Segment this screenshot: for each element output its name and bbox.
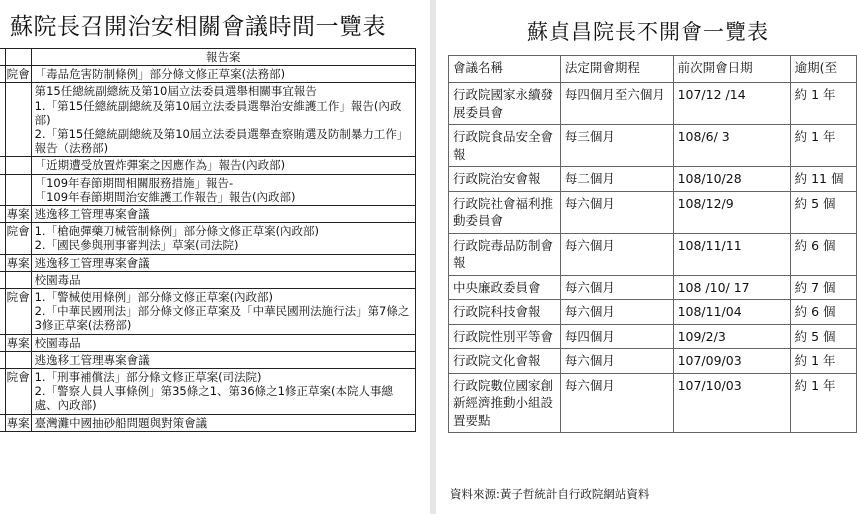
last-meeting-date-cell: 107/10/03 <box>673 373 790 433</box>
report-line: 「近期遭受放置炸彈案之因應作為」報告(內政部) <box>34 158 286 173</box>
table-row <box>0 66 416 83</box>
last-meeting-date-cell: 108/10/28 <box>673 167 790 192</box>
row-type-cell <box>5 271 31 288</box>
legal-schedule-cell: 每六個月 <box>560 275 673 300</box>
left-title: 蘇院長召開治安相關會議時間一覽表 <box>10 14 386 40</box>
table-header-row <box>449 56 857 83</box>
overdue-cell: 約 1 年 <box>790 125 856 167</box>
row-type-cell: 專案 <box>6 207 30 222</box>
report-line: 逃逸移工管理專案會議 <box>34 255 150 270</box>
meeting-name-cell: 行政院毒品防制會報 <box>449 233 561 275</box>
row-report-cell <box>31 414 415 431</box>
report-line: 校園毒品 <box>34 335 81 350</box>
overdue-cell: 約 11 個 <box>790 167 856 192</box>
table-row <box>449 349 857 374</box>
meeting-name-cell: 行政院文化會報 <box>449 349 561 374</box>
table-row <box>449 167 857 192</box>
meeting-name-cell: 行政院科技會報 <box>449 300 561 325</box>
right-title: 蘇貞昌院長不開會一覽表 <box>527 20 769 44</box>
last-meeting-date-cell: 108/12/9 <box>673 191 790 233</box>
row-report-cell <box>31 66 415 83</box>
header-legal-schedule: 法定開會期程 <box>560 56 673 83</box>
table-row <box>449 324 857 349</box>
last-meeting-date-cell: 109/2/3 <box>673 324 790 349</box>
row-report-cell <box>31 289 415 335</box>
last-meeting-date-cell: 107/12 /14 <box>673 83 790 125</box>
table-row <box>0 223 416 254</box>
row-type-cell: 院會 <box>5 369 31 415</box>
report-line: 「毒品危害防制條例」部分條文修正草案(法務部) <box>34 67 286 82</box>
report-line: 1.「警械使用條例」部分條文修正草案(內政部) <box>34 290 274 305</box>
legal-schedule-cell: 每四個月 <box>560 324 673 349</box>
meeting-name-cell: 行政院國家永續發展委員會 <box>449 83 561 125</box>
row-type-cell <box>5 351 31 368</box>
table-row <box>0 174 416 205</box>
report-line: 校園毒品 <box>34 272 81 287</box>
overdue-cell: 約 7 個 <box>790 275 856 300</box>
last-meeting-date-cell: 107/09/03 <box>673 349 790 374</box>
table-row <box>0 83 416 157</box>
row-type-cell <box>5 174 31 205</box>
row-report-cell <box>31 369 415 415</box>
legal-schedule-cell: 每六個月 <box>560 300 673 325</box>
meeting-schedule-table <box>0 48 416 432</box>
last-meeting-date-cell: 108/11/04 <box>673 300 790 325</box>
row-report-cell <box>31 174 415 205</box>
row-type-cell: 院會 <box>6 67 30 82</box>
table-row <box>0 254 416 271</box>
legal-schedule-cell: 每六個月 <box>560 233 673 275</box>
row-report-cell <box>31 271 415 288</box>
report-line: 逃逸移工管理專案會議 <box>34 352 150 367</box>
meeting-name-cell: 行政院食品安全會報 <box>449 125 561 167</box>
row-type-cell <box>5 157 31 174</box>
table-row <box>449 300 857 325</box>
header-meeting-name: 會議名稱 <box>449 56 561 83</box>
report-line: 1.「刑事補償法」部分條文修正草案(司法院) <box>34 370 262 385</box>
meeting-name-cell: 行政院數位國家創新經濟推動小組設置要點 <box>449 373 561 433</box>
row-type-cell: 專案 <box>6 255 30 270</box>
table-row <box>0 334 416 351</box>
overdue-cell: 約 1 年 <box>790 373 856 433</box>
last-meeting-date-cell: 108 /10/ 17 <box>673 275 790 300</box>
table-row <box>449 83 857 125</box>
table-row <box>449 275 857 300</box>
report-line: 臺灣灘中國抽砂船問題與對策會議 <box>34 415 208 430</box>
report-line: 2.「中華民國刑法」部分條文修正草案及「中華民國刑法施行法」第7條之3修正草案(法務部) <box>34 304 410 333</box>
legal-schedule-cell: 每六個月 <box>560 373 673 433</box>
row-report-cell <box>31 334 415 351</box>
table-row <box>0 206 416 223</box>
row-type-cell: 專案 <box>6 335 30 350</box>
table-row <box>449 373 857 433</box>
table-header-row <box>0 49 416 66</box>
overdue-cell: 約 6 個 <box>790 300 856 325</box>
table-row <box>0 289 416 335</box>
table-row <box>449 233 857 275</box>
last-meeting-date-cell: 108/11/11 <box>673 233 790 275</box>
table-row <box>0 351 416 368</box>
header-last-meeting-date: 前次開會日期 <box>673 56 790 83</box>
overdue-cell: 約 1 年 <box>790 83 856 125</box>
table-row <box>0 369 416 415</box>
legal-schedule-cell: 每六個月 <box>560 349 673 374</box>
legal-schedule-cell: 每六個月 <box>560 191 673 233</box>
meeting-name-cell: 行政院社會福利推動委員會 <box>449 191 561 233</box>
source-note: 資料來源:黃子哲統計自行政院網站資料 <box>450 487 650 501</box>
row-report-cell <box>31 351 415 368</box>
legal-schedule-cell: 每二個月 <box>560 167 673 192</box>
table-row <box>0 414 416 431</box>
header-overdue: 逾期(至 <box>790 56 856 83</box>
row-report-cell <box>31 254 415 271</box>
row-report-cell <box>31 223 415 254</box>
row-type-cell: 院會 <box>5 223 31 254</box>
right-panel <box>436 0 857 514</box>
overdue-cell: 約 6 個 <box>790 233 856 275</box>
report-line: 「109年春節期間相關服務措施」報告- <box>34 175 234 190</box>
report-line: 1.「第15任總統副總統及第10屆立法委員選舉治安維護工作」報告(內政部) <box>34 98 402 127</box>
meeting-name-cell: 中央廉政委員會 <box>449 275 561 300</box>
report-line: 「109年春節期間治安維護工作報告」報告(內政部) <box>34 189 296 204</box>
row-report-cell <box>31 206 415 223</box>
table-row <box>0 157 416 174</box>
report-line: 1.「槍砲彈藥刀械管制條例」部分條文修正草案(內政部) <box>34 224 320 239</box>
table-row <box>449 125 857 167</box>
report-line: 2.「國民參與刑事審判法」草案(司法院) <box>34 238 239 253</box>
row-type-cell: 專案 <box>6 415 30 430</box>
last-meeting-date-cell: 108/6/ 3 <box>673 125 790 167</box>
table-row <box>0 271 416 288</box>
row-report-cell <box>31 157 415 174</box>
meeting-name-cell: 行政院性別平等會 <box>449 324 561 349</box>
legal-schedule-cell: 每三個月 <box>560 125 673 167</box>
overdue-cell: 約 5 個 <box>790 191 856 233</box>
header-cell-type <box>5 49 31 66</box>
overdue-cell: 約 1 年 <box>790 349 856 374</box>
report-line: 逃逸移工管理專案會議 <box>34 207 150 222</box>
row-type-cell <box>5 83 31 157</box>
table-row <box>449 191 857 233</box>
report-line: 2.「第15任總統副總統及第10屆立法委員選舉查察賄選及防制暴力工作」報告（法務部) <box>34 127 409 156</box>
meeting-name-cell: 行政院治安會報 <box>449 167 561 192</box>
row-report-cell <box>31 83 415 157</box>
report-line: 第15任總統副總統及第10屆立法委員選舉相關事宜報告 <box>34 84 317 99</box>
overdue-cell: 約 5 個 <box>790 324 856 349</box>
report-line: 2.「警察人員人事條例」第35條之1、第36條之1修正草案(本院人事總處、內政部) <box>34 384 393 413</box>
row-type-cell: 院會 <box>5 289 31 335</box>
header-cell-report: 報告案 <box>31 49 415 66</box>
unheld-meetings-table <box>448 55 857 433</box>
legal-schedule-cell: 每四個月至六個月 <box>560 83 673 125</box>
